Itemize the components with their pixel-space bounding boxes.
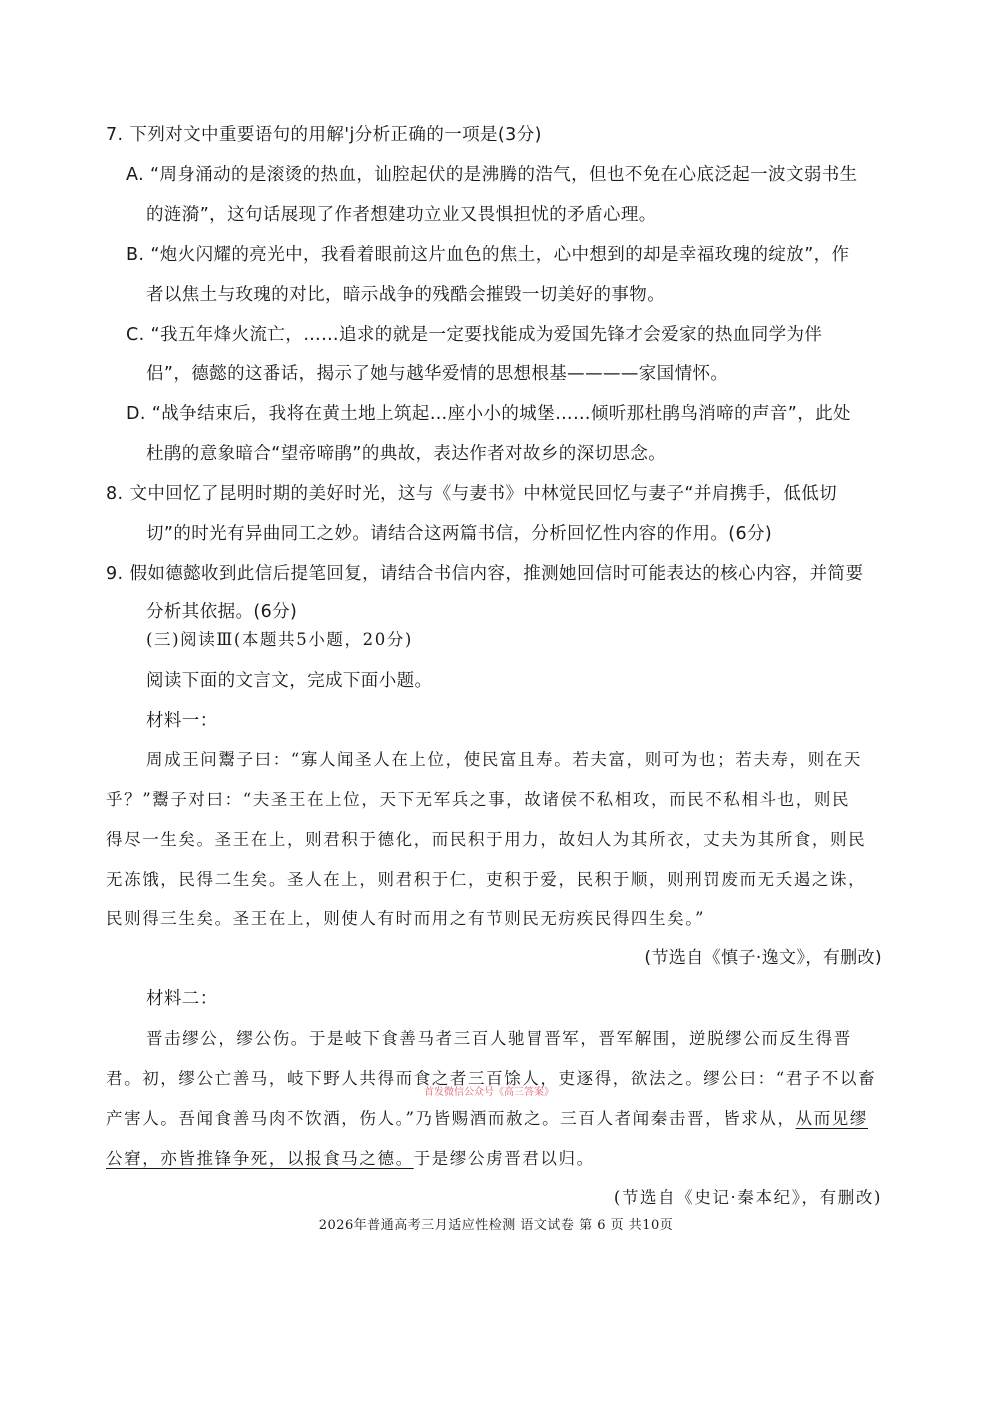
material2-underlined-part2: 公窘，亦皆推锋争死，以报食马之德。 xyxy=(106,1149,414,1168)
material2-line3-text: 产害人。吾闻食善马肉不饮酒，伤人。”乃皆赐酒而赦之。三百人者闻秦击晋，皆求从， xyxy=(106,1109,796,1128)
material1-label: 材料一： xyxy=(146,711,218,731)
material1-line1: 周成王问鬻子曰：“寡人闻圣人在上位，使民富且寿。若夫富，则可为也；若夫寿，则在天 xyxy=(146,750,862,769)
q7-option-c-line2: 侣”，德懿的这番话，揭示了她与越华爱情的思想根基————家国情怀。 xyxy=(146,364,729,384)
q7-option-d-line1: D. “战争结束后，我将在黄土地上筑起…座小小的城堡……倾听那杜鹃鸟消啼的声音”，此处 xyxy=(126,404,851,424)
page-footer: 2026年普通高考三月适应性检测 语文试卷 第 6 页 共10页 xyxy=(318,1218,674,1233)
q9-line1: 9. 假如德懿收到此信后提笔回复，请结合书信内容，推测她回信时可能表达的核心内容，并简要 xyxy=(106,564,864,584)
material2-line2: 君。初，缪公亡善马，岐下野人共得而食之者三百馀人，吏逐得，欲法之。缪公曰：“君子不以畜 xyxy=(106,1069,877,1088)
q7-option-a-line2: 的涟漪”，这句话展现了作者想建功立业又畏惧担忧的矛盾心理。 xyxy=(146,205,657,225)
q7-option-c-line1: C. “我五年烽火流亡，……追求的就是一定要找能成为爱国先锋才会爱家的热血同学为伴 xyxy=(126,325,823,345)
watermark-text: 首发微信公众号《高三答案》 xyxy=(424,1087,554,1098)
material1-line5: 民则得三生矣。圣王在上，则使人有时而用之有节则民无疠疾民得四生矣。” xyxy=(106,909,706,928)
q7-option-b-line1: B. “炮火闪耀的亮光中，我看着眼前这片血色的焦土，心中想到的却是幸福玫瑰的绽放”，作 xyxy=(126,245,850,265)
q7-option-a-line1: A. “周身涌动的是滚烫的热血，讪腔起伏的是沸腾的浩气，但也不免在心底泛起一波文弱书生 xyxy=(126,165,858,185)
q8-line1: 8. 文中回忆了昆明时期的美好时光，这与《与妻书》中林觉民回忆与妻子“并肩携手，低低切 xyxy=(106,484,838,504)
q7-stem: 7. 下列对文中重要语句的用解'j分析正确的一项是(3分) xyxy=(106,125,542,145)
material2-underlined-part1: 从而见缪 xyxy=(795,1109,868,1128)
material1-line2: 乎？”鬻子对曰：“夫圣王在上位，天下无军兵之事，故诸侯不私相攻，而民不私相斗也，则民 xyxy=(106,790,851,809)
material1-line4: 无冻饿，民得二生矣。圣人在上，则君积于仁，吏积于爱，民积于顺，则刑罚废而无夭遏之诛， xyxy=(106,870,867,889)
section-instruction: 阅读下面的文言文，完成下面小题。 xyxy=(146,671,433,691)
q7-option-d-line2: 杜鹃的意象暗合“望帝啼鹃”的典故，表达作者对故乡的深切思念。 xyxy=(146,444,667,464)
q7-option-b-line2: 者以焦土与玫瑰的对比，暗示战争的残酷会摧毁一切美好的事物。 xyxy=(146,285,666,305)
section-title: (三)阅读Ⅲ(本题共5小题，20分) xyxy=(146,630,413,649)
material2-line4 xyxy=(106,1147,595,1171)
material2-line3 xyxy=(106,1107,868,1131)
material2-line4-rest: 于是缪公虏晋君以归。 xyxy=(413,1149,595,1168)
material2-source: (节选自《史记·秦本纪》，有删改) xyxy=(613,1188,882,1207)
material2-line1: 晋击缪公，缪公伤。于是岐下食善马者三百人驰冒晋军，晋军解围，逆脱缪公而反生得晋 xyxy=(146,1029,852,1048)
q9-line2: 分析其依据。(6分) xyxy=(146,602,298,622)
q8-line2: 切”的时光有异曲同工之妙。请结合这两篇书信，分析回忆性内容的作用。(6分) xyxy=(146,524,773,544)
material1-source: (节选自《慎子·逸文》，有删改) xyxy=(644,948,882,968)
material1-line3: 得尽一生矣。圣王在上，则君积于德化，而民积于用力，故妇人为其所衣，丈夫为其所食，则民 xyxy=(106,830,867,849)
material2-label: 材料二： xyxy=(146,989,218,1009)
